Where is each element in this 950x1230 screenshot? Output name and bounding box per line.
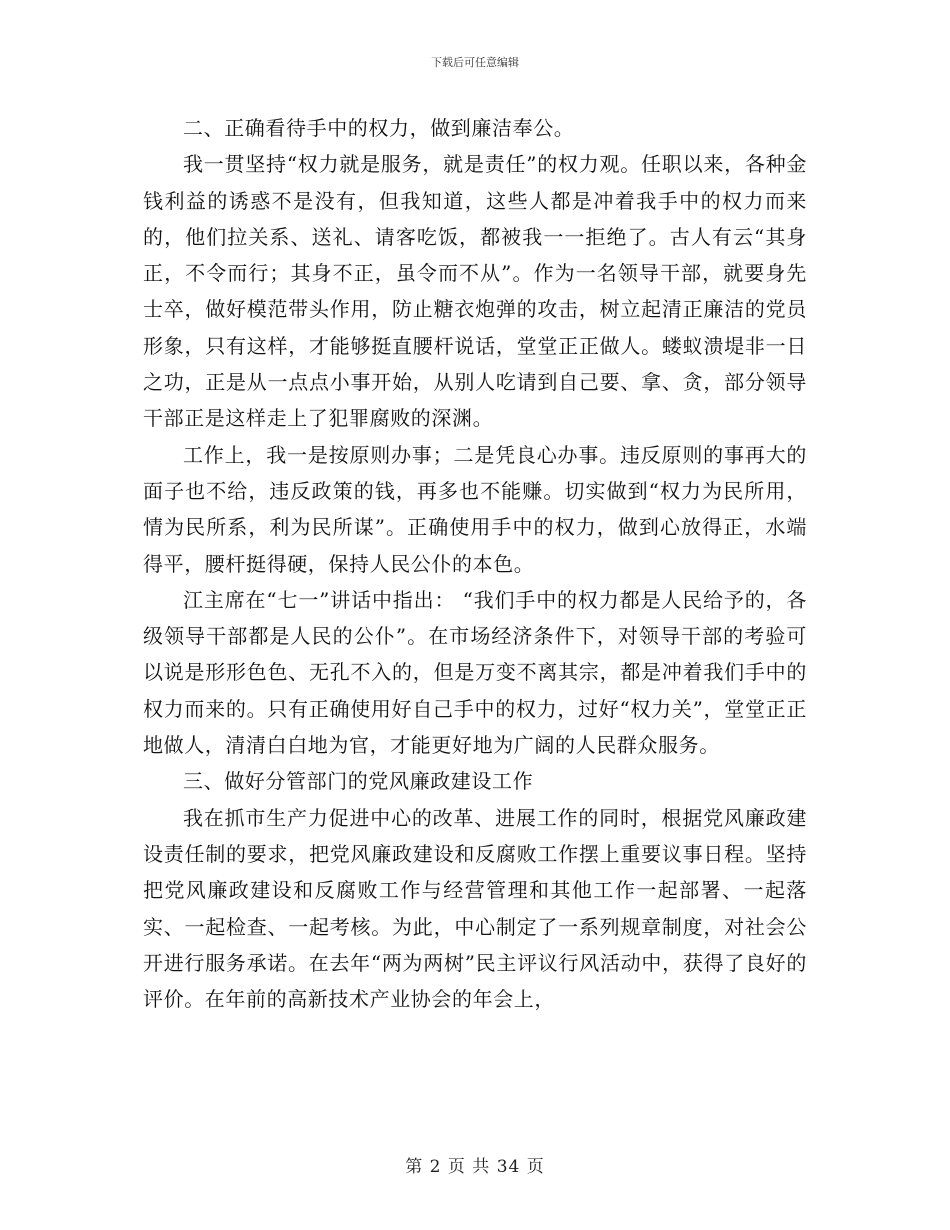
page-number-footer: 第 2 页 共 34 页 [405,1157,545,1177]
page-header-note: 下载后可任意编辑 [431,56,519,69]
paragraph-work-principles: 工作上，我一是按原则办事；二是凭良心办事。违反原则的事再大的面子也不给，违反政策的钱，再多也不能赚。切实做到“权力为民所用，情为民所系，利为民所谋”。正确使用手中的权力，做到心放得正，水端得平，腰杆挺得硬，保持人民公仆的本色。 [143,442,807,576]
paragraph-power-view: 我一贯坚持“权力就是服务，就是责任”的权力观。任职以来，各种金钱利益的诱惑不是没有，但我知道，这些人都是冲着我手中的权力而来的，他们拉关系、送礼、请客吃饭，都被我一一拒绝了。古人有云“其身正，不令而行；其身不正，虽令而不从”。作为一名领导干部，就要身先士卒，做好模范带头作用，防止糖衣炮弹的攻击，树立起清正廉洁的党员形象，只有这样，才能够挺直腰杆说话，堂堂正正做人。蝼蚁溃堤非一日之功，正是从一点点小事开始，从别人吃请到自己要、拿、贪，部分领导干部正是这样走上了犯罪腐败的深渊。 [143,152,807,431]
section-2-heading: 二、正确看待手中的权力，做到廉洁奉公。 [183,116,575,140]
section-3-heading: 三、做好分管部门的党风廉政建设工作 [183,769,534,794]
paragraph-department-work: 我在抓市生产力促进中心的改革、进展工作的同时，根据党风廉政建设责任制的要求，把党风廉政建设和反腐败工作摆上重要议事日程。坚持把党风廉政建设和反腐败工作与经营管理和其他工作一起部署、一起落实、一起检查、一起考核。为此，中心制定了一系列规章制度，对社会公开进行服务承诺。在去年“两为两树”民主评议行风活动中，获得了良好的评价。在年前的高新技术产业协会的年会上， [143,805,807,1012]
paragraph-chairman-speech: 江主席在“七一”讲话中指出： “我们手中的权力都是人民给予的，各级领导干部都是人民的公仆”。在市场经济条件下，对领导干部的考验可以说是形形色色、无孔不入的，但是万变不离其宗，都是冲着我们手中的权力而来的。只有正确使用好自己手中的权力，过好“权力关”，堂堂正正地做人，清清白白地为官，才能更好地为广阔的人民群众服务。 [143,587,807,758]
document-body [143,110,807,1017]
